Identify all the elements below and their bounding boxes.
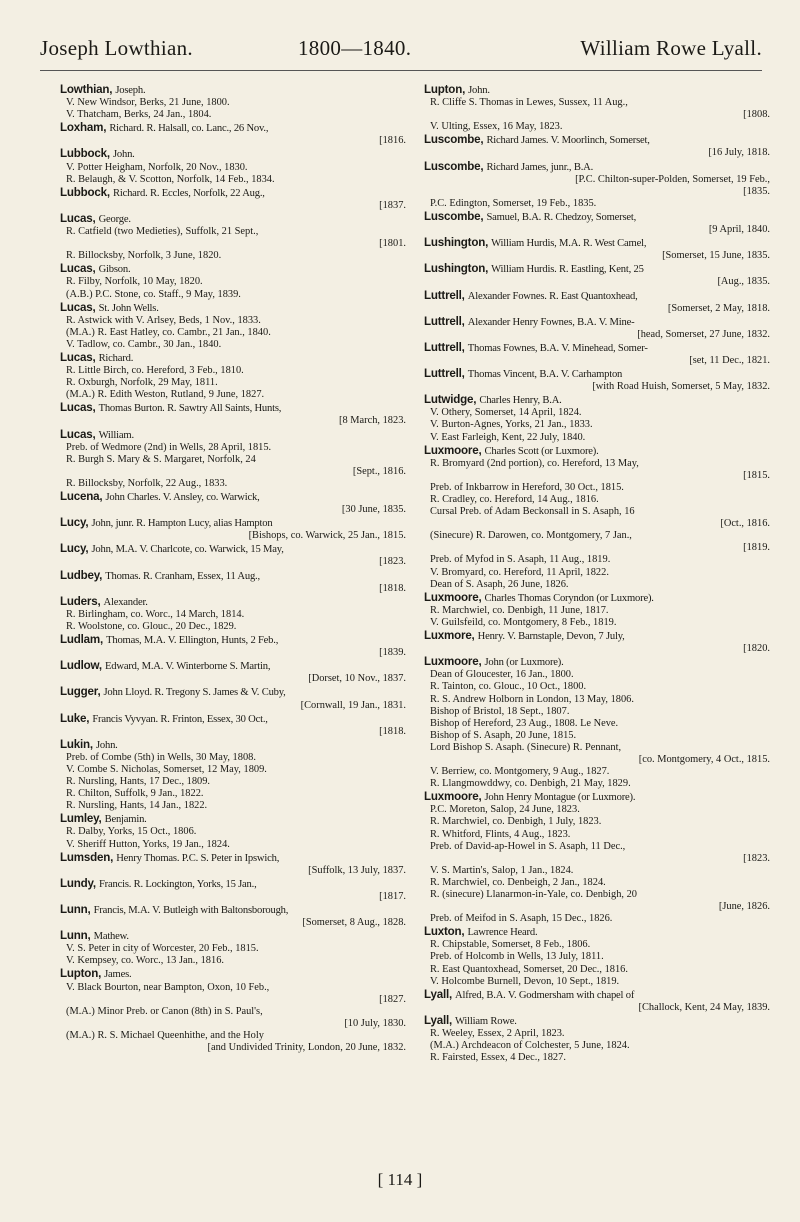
entry-surname: Luke,	[60, 711, 90, 725]
entry-surname: Ludlam,	[60, 633, 104, 647]
entry-heading	[424, 368, 770, 381]
entry	[424, 290, 770, 315]
entry-line: (M.A.) R. S. Michael Queenhithe, and the Holy	[66, 1029, 264, 1041]
entry-line: [1839.	[379, 647, 406, 659]
entry-surname: Luxmore,	[424, 629, 475, 643]
entry-line: [1827.	[379, 993, 406, 1005]
entry-heading	[424, 211, 770, 224]
entry-heading-rest: Alexander.	[103, 596, 148, 608]
entry-line: R. Chipstable, Somerset, 8 Feb., 1806.	[430, 939, 591, 951]
entry-line: [1817.	[379, 890, 406, 902]
entry-heading-rest: William.	[98, 429, 134, 441]
entry-heading-rest: Richard. R. Halsall, co. Lanc., 26 Nov.,	[109, 123, 269, 135]
entry-line: R. Nursling, Hants, 17 Dec., 1809.	[66, 776, 211, 788]
entry-heading-rest: Alexander Fownes. R. East Quantoxhead,	[467, 290, 638, 302]
entry-surname: Lubbock,	[60, 185, 110, 199]
entry-line: V. Potter Heigham, Norfolk, 20 Nov., 1830.	[66, 161, 248, 173]
entry	[60, 491, 406, 516]
entry-line: [1801.	[379, 238, 406, 250]
entry-line: R. Little Birch, co. Hereford, 3 Feb., 1810.	[66, 365, 244, 377]
entry-heading	[424, 84, 770, 97]
entry-heading-rest: John (or Luxmore).	[484, 657, 564, 669]
entry-line: R. Nursling, Hants, 14 Jan., 1822.	[66, 800, 208, 812]
entry-heading-rest: Henry Thomas. P.C. S. Peter in Ipswich,	[116, 852, 280, 864]
entry-surname: Lumley,	[60, 812, 102, 826]
entry-heading-rest: George.	[98, 213, 131, 225]
entry	[60, 813, 406, 850]
entry-line: (M.A.) Minor Preb. or Canon (8th) in S. Paul's,	[66, 1005, 263, 1017]
entry-heading-rest: Richard James, junr., B.A.	[486, 161, 594, 173]
entry-line: R. Marchwiel, co. Denbigh, 11 June, 1817.	[430, 604, 609, 616]
entry-line: [Challock, Kent, 24 May, 1839.	[638, 1001, 770, 1013]
entry	[60, 543, 406, 568]
entry-line: R. Bromyard (2nd portion), co. Hereford, 13 May,	[430, 457, 639, 469]
entry-heading-rest: William Hurdis. R. Eastling, Kent, 25	[491, 264, 644, 276]
entry-heading-rest: John, M.A. V. Charlcote, co. Warwick, 15 May,	[91, 544, 284, 556]
entry	[424, 989, 770, 1014]
entry-surname: Luders,	[60, 594, 101, 608]
entry-line: [Somerset, 2 May, 1818.	[667, 302, 770, 314]
entry	[60, 84, 406, 121]
entry-heading-rest: Thomas Burton. R. Sawtry All Saints, Hunts,	[98, 403, 282, 415]
entry-heading-rest: John Lloyd. R. Tregony S. James & V. Cuby,	[103, 687, 286, 699]
entry-heading-rest: Henry. V. Barnstaple, Devon, 7 July,	[477, 631, 625, 643]
entry-line: R. Whitford, Flints, 4 Aug., 1823.	[430, 828, 571, 840]
entry-heading	[60, 213, 406, 226]
entry-line: [head, Somerset, 27 June, 1832.	[637, 328, 770, 340]
entry-heading	[60, 739, 406, 752]
entry-heading-rest: Charles Thomas Coryndon (or Luxmore).	[484, 592, 654, 604]
entry	[60, 517, 406, 542]
entry-heading	[424, 926, 770, 939]
entry-line: [30 June, 1835.	[341, 504, 406, 516]
entry-heading	[60, 517, 406, 530]
entry-surname: Luttrell,	[424, 367, 465, 381]
entry-line: [Bishops, co. Warwick, 25 Jan., 1815.	[248, 530, 406, 542]
entry-surname: Lugger,	[60, 685, 101, 699]
entry	[60, 187, 406, 212]
entry-heading	[424, 290, 770, 303]
entry-line: [1820.	[743, 643, 770, 655]
entry	[424, 445, 770, 591]
entry	[60, 904, 406, 929]
entry-heading-rest: John.	[112, 149, 135, 161]
entry-surname: Lyall,	[424, 1013, 453, 1027]
entry-line: [Cornwall, 19 Jan., 1831.	[300, 699, 406, 711]
entry-line: V. New Windsor, Berks, 21 June, 1800.	[66, 97, 230, 109]
entry-line: (M.A.) R. East Hatley, co. Cambr., 21 Jan., 1840.	[66, 326, 271, 338]
entry	[424, 342, 770, 367]
entry-line: Preb. of Inkbarrow in Hereford, 30 Oct., 1815.	[430, 481, 624, 493]
entry-heading-rest: Thomas Vincent, B.A. V. Carhampton	[467, 369, 623, 381]
entry-line: [Somerset, 8 Aug., 1828.	[302, 917, 406, 929]
entry	[424, 134, 770, 159]
entry-line: Bishop of Bristol, 18 Sept., 1807.	[430, 705, 570, 717]
entry-heading	[60, 491, 406, 504]
entry-heading	[60, 148, 406, 161]
entry-heading-rest: John.	[468, 85, 490, 96]
entry-heading	[60, 570, 406, 583]
entry	[60, 968, 406, 1054]
entry-heading-rest: Thomas Fownes, B.A. V. Minehead, Somer-	[467, 342, 648, 354]
entry-heading-rest: Francis, M.A. V. Butleigh with Baltonsborough,	[93, 905, 289, 916]
entry-line: (M.A.) Archdeacon of Colchester, 5 June, 1824.	[430, 1040, 630, 1052]
entry-surname: Lupton,	[424, 83, 466, 96]
entry-surname: Luxmoore,	[424, 790, 482, 804]
entry-line: [9 April, 1840.	[708, 224, 770, 236]
entry-surname: Lucas,	[60, 350, 96, 364]
entry-line: [1818.	[379, 725, 406, 737]
entry	[424, 1015, 770, 1064]
entry-line: (A.B.) P.C. Stone, co. Staff., 9 May, 1839.	[66, 288, 241, 300]
entry-heading	[60, 187, 406, 200]
entry-line: [1835.	[743, 185, 770, 197]
entry-line: V. Burton-Agnes, Yorks, 21 Jan., 1833.	[430, 419, 593, 431]
entry-line: V. Guilsfeild, co. Montgomery, 8 Feb., 1819.	[430, 616, 617, 628]
entry-line: V. Thatcham, Berks, 24 Jan., 1804.	[66, 109, 212, 121]
entry-line: R. Marchwiel, co. Denbeigh, 2 Jan., 1824.	[430, 876, 606, 888]
entry-heading-rest: William Rowe.	[455, 1015, 517, 1027]
entry-heading	[60, 930, 406, 943]
entry-heading-rest: Richard James. V. Moorlinch, Somerset,	[486, 135, 650, 147]
entry-line: [P.C. Chilton-super-Polden, Somerset, 19 Feb.,	[575, 173, 770, 185]
entry-heading	[60, 852, 406, 865]
entry-line: Preb. of Wedmore (2nd) in Wells, 28 April, 1815.	[66, 441, 272, 453]
entry-heading	[424, 394, 770, 407]
entry-line: R. Oxburgh, Norfolk, 29 May, 1811.	[66, 377, 218, 389]
entry-line: Preb. of Myfod in S. Asaph, 11 Aug., 1819.	[430, 554, 611, 566]
header-rule	[40, 70, 762, 71]
entry-heading	[60, 813, 406, 826]
entry-line: R. (sinecure) Llanarmon-in-Yale, co. Denbigh, 20	[430, 889, 637, 900]
entry-line: R. S. Andrew Holborn in London, 13 May, 1806.	[430, 693, 634, 705]
entry	[60, 878, 406, 903]
entry-line: R. Burgh S. Mary & S. Margaret, Norfolk, 24	[66, 453, 256, 465]
entry	[424, 592, 770, 629]
entry-line: R. Marchwiel, co. Denbigh, 1 July, 1823.	[430, 816, 602, 828]
entry	[60, 352, 406, 401]
entry	[424, 316, 770, 341]
entry-line: V. S. Peter in city of Worcester, 20 Feb., 1815.	[66, 943, 259, 955]
entry-heading-rest: John Henry Montague (or Luxmore).	[484, 792, 636, 804]
entry-line: V. Holcombe Burnell, Devon, 10 Sept., 1819.	[430, 975, 620, 987]
entry	[60, 930, 406, 967]
entry-heading	[424, 161, 770, 174]
entry-heading-rest: William Hurdis, M.A. R. West Camel,	[491, 238, 647, 250]
entry-surname: Luxmoore,	[424, 590, 482, 604]
entry	[60, 429, 406, 490]
entry-heading	[424, 445, 770, 458]
entry-surname: Lucas,	[60, 211, 96, 225]
entry-heading-rest: Francis. R. Lockington, Yorks, 15 Jan.,	[98, 878, 257, 890]
page-number: [ 114 ]	[377, 1170, 423, 1189]
entry-line: V. Berriew, co. Montgomery, 9 Aug., 1827.	[430, 766, 610, 778]
entry-surname: Lushington,	[424, 262, 489, 276]
entry-surname: Luttrell,	[424, 288, 465, 302]
entry-surname: Lowthian,	[60, 83, 113, 96]
entry-surname: Loxham,	[60, 121, 107, 135]
entry-surname: Luttrell,	[424, 314, 465, 328]
entry-line: [Suffolk, 13 July, 1837.	[308, 864, 406, 876]
entry	[60, 739, 406, 813]
entry-line: V. Combe S. Nicholas, Somerset, 12 May, 1809.	[66, 763, 267, 775]
entry	[424, 368, 770, 393]
entry-line: Preb. of Holcomb in Wells, 13 July, 1811.	[430, 951, 604, 963]
entry	[60, 686, 406, 711]
entry-line: R. Billocksby, Norfolk, 22 Aug., 1833.	[66, 477, 228, 489]
entry-heading-rest: Thomas, M.A. V. Ellington, Hunts, 2 Feb.,	[106, 635, 279, 647]
entry-line: R. Astwick with V. Arlsey, Beds, 1 Nov., 1833.	[66, 314, 261, 326]
entry-line: [co. Montgomery, 4 Oct., 1815.	[638, 753, 770, 765]
entry-heading	[60, 713, 406, 726]
entry-line: V. Kempsey, co. Worc., 13 Jan., 1816.	[66, 955, 224, 967]
entry-surname: Ludbey,	[60, 568, 103, 582]
entry-line: (M.A.) R. Edith Weston, Rutland, 9 June, 1827.	[66, 389, 265, 401]
entry-line: R. Fairsted, Essex, 4 Dec., 1827.	[430, 1052, 566, 1064]
entry	[424, 630, 770, 655]
entry-line: V. Othery, Somerset, 14 April, 1824.	[430, 407, 582, 419]
entry-heading-rest: Lawrence Heard.	[467, 927, 538, 939]
entry-line: [Dorset, 10 Nov., 1837.	[308, 673, 406, 685]
entry-heading-rest: Alexander Henry Fownes, B.A. V. Mine-	[467, 316, 635, 328]
right-column	[424, 84, 770, 1065]
entry-line: V. Ulting, Essex, 16 May, 1823.	[430, 121, 563, 133]
entry-heading-rest: Richard. R. Eccles, Norfolk, 22 Aug.,	[112, 187, 265, 199]
entry-heading	[60, 352, 406, 365]
entry-surname: Lumsden,	[60, 850, 114, 864]
entry	[60, 302, 406, 351]
entry-surname: Lucy,	[60, 516, 89, 530]
entry	[60, 148, 406, 185]
entry-line: [Oct., 1816.	[720, 518, 770, 530]
entry-line: [1823.	[743, 852, 770, 864]
entry-surname: Luxton,	[424, 925, 465, 939]
entry-heading	[424, 134, 770, 147]
entry-heading-rest: Alfred, B.A. V. Godmersham with chapel of	[455, 989, 635, 1001]
entry-heading	[424, 630, 770, 643]
entry-heading-rest: Edward, M.A. V. Winterborne S. Martin,	[105, 661, 271, 673]
entry-line: R. Cliffe S. Thomas in Lewes, Sussex, 11 Aug.,	[430, 97, 628, 109]
entry-line: [1808.	[743, 109, 770, 121]
entry-surname: Lutwidge,	[424, 393, 477, 407]
entry-line: R. Weeley, Essex, 2 April, 1823.	[430, 1028, 565, 1040]
entry-line: [1819.	[743, 542, 770, 554]
entry-line: R. Woolstone, co. Glouc., 20 Dec., 1829.	[66, 620, 237, 632]
entry-surname: Lucena,	[60, 490, 103, 503]
entry	[60, 713, 406, 738]
entry	[424, 161, 770, 210]
entry-line: R. Belaugh, & V. Scotton, Norfolk, 14 Feb., 1834.	[66, 173, 275, 185]
entry	[424, 237, 770, 262]
entry-heading-rest: John.	[95, 739, 118, 751]
entry-surname: Lukin,	[60, 737, 93, 751]
entry-line: R. Dalby, Yorks, 15 Oct., 1806.	[66, 826, 197, 838]
entry	[424, 211, 770, 236]
entry-heading	[424, 791, 770, 804]
entry-heading-rest: James.	[104, 969, 132, 981]
entry	[424, 926, 770, 987]
entry-heading	[60, 596, 406, 609]
entry-heading	[60, 122, 406, 135]
entry-line: R. Tainton, co. Glouc., 10 Oct., 1800.	[430, 681, 587, 693]
entry-heading	[424, 656, 770, 669]
entry-line: Lord Bishop S. Asaph. (Sinecure) R. Pennant,	[430, 741, 622, 753]
entry-heading-rest: John Charles. V. Ansley, co. Warwick,	[105, 492, 260, 503]
entry-surname: Lupton,	[60, 967, 102, 981]
entry-heading	[424, 316, 770, 329]
entry-heading	[424, 1015, 770, 1028]
entry-heading	[60, 878, 406, 891]
entry-heading-rest: Francis Vyvyan. R. Frinton, Essex, 30 Oct.,	[92, 713, 268, 725]
entry-surname: Lunn,	[60, 929, 91, 943]
entry-line: V. East Farleigh, Kent, 22 July, 1840.	[430, 431, 586, 443]
entry	[60, 402, 406, 427]
entry-heading-rest: Thomas. R. Cranham, Essex, 11 Aug.,	[105, 570, 260, 582]
entry-line: (Sinecure) R. Darowen, co. Montgomery, 7 Jan.,	[430, 530, 632, 542]
entry	[60, 570, 406, 595]
entry	[60, 596, 406, 633]
entry-line: Preb. of Meifod in S. Asaph, 15 Dec., 1826.	[430, 913, 613, 925]
entry-surname: Luscombe,	[424, 133, 484, 147]
entry-line: [10 July, 1830.	[344, 1017, 406, 1029]
entry	[424, 656, 770, 790]
entry	[424, 394, 770, 443]
entry-line: R. Llangmowddwy, co. Denbigh, 21 May, 1829.	[430, 778, 631, 790]
entry-heading	[424, 263, 770, 276]
entry-surname: Lundy,	[60, 876, 96, 890]
entry-line: P.C. Moreton, Salop, 24 June, 1823.	[430, 804, 580, 816]
entry-heading	[60, 302, 406, 315]
entry-heading	[60, 84, 406, 97]
entry-surname: Luttrell,	[424, 340, 465, 354]
entry	[60, 634, 406, 659]
entry-heading	[424, 237, 770, 250]
entry-surname: Luscombe,	[424, 159, 484, 173]
entry-heading-rest: St. John Wells.	[98, 302, 159, 314]
entry-heading-rest: Mathew.	[93, 931, 129, 943]
entry-line: [16 July, 1818.	[708, 147, 770, 159]
entry-heading	[60, 543, 406, 556]
entry-line: Bishop of S. Asaph, 20 June, 1815.	[430, 729, 577, 741]
entry-heading	[60, 686, 406, 699]
entry-line: R. Cradley, co. Hereford, 14 Aug., 1816.	[430, 494, 599, 505]
entry	[424, 791, 770, 925]
entry-line: R. East Quantoxhead, Somerset, 20 Dec., 1816.	[430, 963, 628, 975]
entry	[424, 84, 770, 133]
entry-surname: Luxmoore,	[424, 443, 482, 457]
entry-line: R. Catfield (two Medieties), Suffolk, 21 Sept.,	[66, 226, 259, 238]
entry-line: Bishop of Hereford, 23 Aug., 1808. Le Neve.	[430, 717, 619, 729]
entry-line: Cursal Preb. of Adam Beckonsall in S. Asaph, 16	[430, 506, 635, 518]
entry-surname: Lucy,	[60, 542, 89, 556]
entry-line: [June, 1826.	[718, 901, 770, 913]
entry-heading-rest: Samuel, B.A. R. Chedzoy, Somerset,	[486, 211, 637, 223]
entry-line: R. Filby, Norfolk, 10 May, 1820.	[66, 276, 203, 288]
entry-surname: Lunn,	[60, 903, 91, 916]
entry-heading	[60, 429, 406, 442]
entry-heading	[424, 342, 770, 355]
entry-line: [and Undivided Trinity, London, 20 June, 1832.	[207, 1042, 406, 1054]
entry-heading	[60, 968, 406, 981]
entry-heading	[60, 263, 406, 276]
entry-heading-rest: Charles Scott (or Luxmore).	[484, 445, 599, 457]
entry-line: [1823.	[379, 556, 406, 568]
entry-surname: Luxmoore,	[424, 655, 482, 669]
header-left-name: Joseph Lowthian.	[40, 36, 193, 60]
entry-line: Dean of S. Asaph, 26 June, 1826.	[430, 578, 569, 590]
entry-heading	[60, 660, 406, 673]
entry-line: V. Black Bourton, near Bampton, Oxon, 10 Feb.,	[66, 981, 270, 993]
entry-surname: Lyall,	[424, 987, 453, 1001]
entry-line: Dean of Gloucester, 16 Jan., 1800.	[430, 669, 574, 681]
entry-line: [Somerset, 15 June, 1835.	[662, 250, 770, 262]
entry	[60, 263, 406, 300]
entry-heading-rest: Benjamin.	[104, 814, 147, 826]
entry-line: Preb. of Combe (5th) in Wells, 30 May, 1808.	[66, 751, 256, 763]
entry-line: [1816.	[379, 135, 406, 147]
entry-line: [8 March, 1823.	[339, 415, 406, 427]
entry-surname: Ludlow,	[60, 659, 102, 673]
entry	[60, 122, 406, 147]
entry-line: R. Chilton, Suffolk, 9 Jan., 1822.	[66, 788, 204, 800]
entry-heading	[424, 989, 770, 1002]
entry-line: [set, 11 Dec., 1821.	[689, 354, 770, 366]
entry-line: R. Birlingham, co. Worc., 14 March, 1814.	[66, 608, 245, 620]
entry	[424, 263, 770, 288]
left-column	[60, 84, 406, 1055]
entry-heading-rest: Charles Henry, B.A.	[479, 395, 562, 407]
entry-heading	[60, 634, 406, 647]
entry-line: [with Road Huish, Somerset, 5 May, 1832.	[592, 381, 770, 393]
entry-heading	[424, 592, 770, 605]
header-date-range: 1800—1840.	[298, 36, 412, 60]
entry-heading	[60, 402, 406, 415]
entry-heading-rest: Gibson.	[98, 264, 131, 276]
entry-surname: Luscombe,	[424, 209, 484, 223]
entry-surname: Lucas,	[60, 262, 96, 276]
entry-line: [Aug., 1835.	[717, 276, 770, 288]
entry-heading-rest: Joseph.	[115, 85, 146, 96]
entry-line: R. Billocksby, Norfolk, 3 June, 1820.	[66, 250, 222, 262]
entry-line: V. Tadlow, co. Cambr., 30 Jan., 1840.	[66, 338, 222, 350]
entry	[60, 213, 406, 262]
entry-surname: Lubbock,	[60, 147, 110, 161]
entry-surname: Lucas,	[60, 300, 96, 314]
entry-surname: Lucas,	[60, 401, 96, 415]
entry-line: Preb. of David-ap-Howel in S. Asaph, 11 Dec.,	[430, 840, 626, 852]
entry-line: [1818.	[379, 582, 406, 594]
entry-line: V. S. Martin's, Salop, 1 Jan., 1824.	[430, 864, 574, 876]
entry-heading-rest: Richard.	[98, 352, 134, 364]
entry	[60, 852, 406, 877]
entry-line: P.C. Edington, Somerset, 19 Feb., 1835.	[430, 197, 597, 209]
entry-surname: Lushington,	[424, 236, 489, 250]
entry-line: V. Bromyard, co. Hereford, 11 April, 1822.	[430, 566, 609, 578]
entry-line: [1815.	[743, 469, 770, 481]
entry-surname: Lucas,	[60, 427, 96, 441]
entry-line: [1837.	[379, 199, 406, 211]
header-right-name: William Rowe Lyall.	[580, 36, 762, 60]
entry	[60, 660, 406, 685]
entry-heading	[60, 904, 406, 917]
entry-heading-rest: John, junr. R. Hampton Lucy, alias Hampton	[91, 518, 273, 530]
entry-line: V. Sheriff Hutton, Yorks, 19 Jan., 1824.	[66, 838, 230, 850]
entry-line: [Sept., 1816.	[352, 465, 406, 477]
